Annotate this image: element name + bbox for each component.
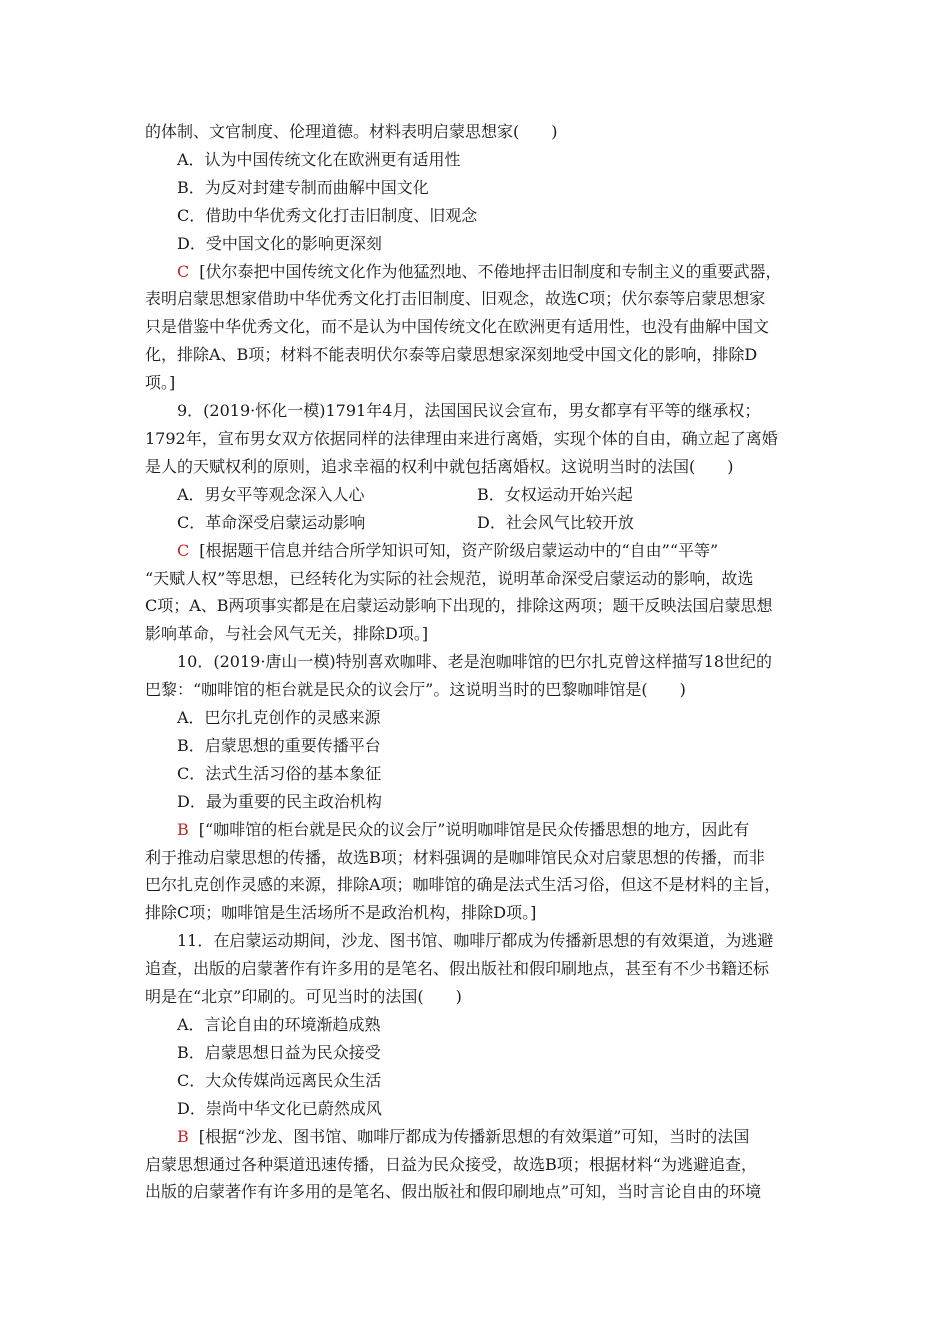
question-11 <box>145 927 809 1206</box>
explanation-line <box>145 537 809 565</box>
option-a: A．巴尔扎克创作的灵感来源 <box>177 708 381 728</box>
options-row <box>145 481 809 509</box>
answer-letter: B <box>177 819 189 839</box>
question-10 <box>145 648 809 927</box>
explanation-text: [“咖啡馆的柜台就是民众的议会厅”说明咖啡馆是民众传播思想的地方，因此有 <box>198 819 750 839</box>
option-b: B．女权运动开始兴起 <box>477 484 633 504</box>
question-stem: 巴黎：“咖啡馆的柜台就是民众的议会厅”。这说明当时的巴黎咖啡馆是( ) <box>145 680 686 700</box>
explanation-line: 项。] <box>145 373 176 393</box>
document-body <box>145 118 809 1206</box>
explanation-line: 排除C项；咖啡馆是生活场所不是政治机构，排除D项。] <box>145 903 537 923</box>
option-d: D．最为重要的民主政治机构 <box>177 791 382 811</box>
answer-letter: C <box>177 261 190 281</box>
explanation-line <box>145 258 809 286</box>
explanation-line: 利于推动启蒙思想的传播，故选B项；材料强调的是咖啡馆民众对启蒙思想的传播，而非 <box>145 847 765 867</box>
explanation-line: 巴尔扎克创作灵感的来源，排除A项；咖啡馆的确是法式生活习俗，但这不是材料的主旨， <box>145 875 781 895</box>
option-d: D．崇尚中华文化已蔚然成风 <box>177 1098 382 1118</box>
explanation-line: C项；A、B两项事实都是在启蒙运动影响下出现的，排除这两项；题干反映法国启蒙思想 <box>145 596 773 616</box>
explanation-text: [根据题干信息并结合所学知识可知，资产阶级启蒙运动中的“自由”“平等” <box>199 540 719 560</box>
explanation-text: [根据“沙龙、图书馆、咖啡厅都成为传播新思想的有效渠道”可知，当时的法国 <box>198 1126 750 1146</box>
question-stem: 11．在启蒙运动期间，沙龙、图书馆、咖啡厅都成为传播新思想的有效渠道，为逃避 <box>177 931 774 951</box>
question-8 <box>145 118 809 397</box>
explanation-line: 化，排除A、B项；材料不能表明伏尔泰等启蒙思想家深刻地受中国文化的影响，排除D <box>145 345 758 365</box>
question-stem: 的体制、文官制度、伦理道德。材料表明启蒙思想家( ) <box>145 122 558 141</box>
explanation-line: 出版的启蒙著作有许多用的是笔名、假出版社和假印刷地点”可知，当时言论自由的环境 <box>145 1182 762 1202</box>
question-stem: 是人的天赋权利的原则，追求幸福的权利中就包括离婚权。这说明当时的法国( ) <box>145 456 734 476</box>
explanation-line: 只是借鉴中华优秀文化，而不是认为中国传统文化在欧洲更有适用性，也没有曲解中国文 <box>145 317 770 337</box>
question-stem: 明是在“北京”印刷的。可见当时的法国( ) <box>145 987 462 1007</box>
option-c: C．大众传媒尚远离民众生活 <box>177 1070 382 1090</box>
answer-letter: C <box>177 540 190 560</box>
option-a: A．男女平等观念深入人心 <box>177 484 365 504</box>
explanation-line <box>145 1123 809 1151</box>
answer-letter: B <box>177 1126 189 1146</box>
option-c: C．借助中华优秀文化打击旧制度、旧观念 <box>177 205 478 225</box>
explanation-line: 启蒙思想通过各种渠道迅速传播，日益为民众接受，故选B项；根据材料“为逃避追查， <box>145 1154 757 1174</box>
explanation-line: “天赋人权”等思想，已经转化为实际的社会规范，说明革命深受启蒙运动的影响，故选 <box>145 568 754 588</box>
option-b: B．为反对封建专制而曲解中国文化 <box>177 177 429 197</box>
option-d: D．社会风气比较开放 <box>477 512 634 532</box>
question-stem: 追查，出版的启蒙著作有许多用的是笔名、假出版社和假印刷地点，甚至有不少书籍还标 <box>145 959 770 979</box>
question-stem: 10．(2019·唐山一模)特别喜欢咖啡、老是泡咖啡馆的巴尔扎克曾这样描写18世纪的 <box>177 652 773 672</box>
option-c: C．法式生活习俗的基本象征 <box>177 763 382 783</box>
explanation-line <box>145 816 809 844</box>
explanation-line: 表明启蒙思想家借助中华优秀文化打击旧制度、旧观念，故选C项；伏尔泰等启蒙思想家 <box>145 289 766 309</box>
option-d: D．受中国文化的影响更深刻 <box>177 233 382 253</box>
option-b: B．启蒙思想的重要传播平台 <box>177 735 381 755</box>
option-b: B．启蒙思想日益为民众接受 <box>177 1042 381 1062</box>
question-9 <box>145 397 809 648</box>
explanation-line: 影响革命，与社会风气无关，排除D项。] <box>145 624 429 644</box>
option-a: A．认为中国传统文化在欧洲更有适用性 <box>177 149 461 169</box>
explanation-text: [伏尔泰把中国传统文化作为他猛烈地、不倦地抨击旧制度和专制主义的重要武器， <box>199 261 782 281</box>
question-stem: 1792年，宣布男女双方依据同样的法律理由来进行离婚，实现个体的自由，确立起了离婚 <box>145 428 778 448</box>
option-c: C．革命深受启蒙运动影响 <box>177 512 366 532</box>
option-a: A．言论自由的环境渐趋成熟 <box>177 1015 381 1034</box>
question-stem: 9．(2019·怀化一模)1791年4月，法国国民议会宣布，男女都享有平等的继承权； <box>177 401 761 421</box>
options-row <box>145 509 809 537</box>
